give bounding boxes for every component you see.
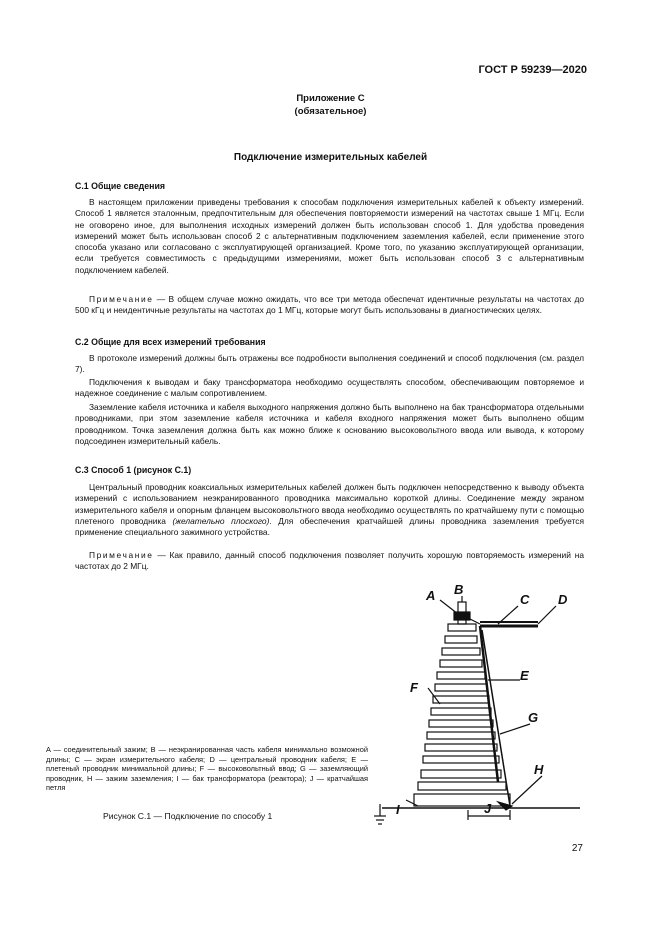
annex-heading xyxy=(0,92,661,118)
c2-paragraph-1: В протоколе измерений должны быть отражены все подробности выполнения соединений и способ подключения (см. раздел 7). xyxy=(75,353,584,375)
standard-number: ГОСТ Р 59239—2020 xyxy=(478,64,587,76)
label-C: C xyxy=(520,592,530,607)
c2-heading: С.2 Общие для всех измерений требования xyxy=(75,337,266,347)
note-text: — В общем случае можно ожидать, что все три метода обеспечат идентичные результаты на частотах до 500 кГц и неидентичные результаты на частотах до 1 МГц, которые могут быть использованы в диагностических целях. xyxy=(75,294,584,316)
label-H: H xyxy=(534,762,544,777)
label-G: G xyxy=(528,710,539,725)
page-number: 27 xyxy=(571,843,583,854)
annex-title: Приложение С xyxy=(296,93,365,104)
note-label: Примечание xyxy=(89,294,154,304)
c3-heading: С.3 Способ 1 (рисунок С.1) xyxy=(75,465,192,475)
label-B: B xyxy=(454,584,464,597)
c1-heading: С.1 Общие сведения xyxy=(75,181,165,191)
c3-p1-text: Центральный проводник коаксиальных измерительных кабелей должен быть подключен непосредственно к выводу объекта измерений с использованием неэкранированного проводника максимально короткой длины. Соединение между экраном измерительного кабеля и опорным фланцем высоковольтного ввода необходимо осуществлять по кратчайшему пути с помощью плетеного проводника xyxy=(75,482,584,526)
label-E: E xyxy=(520,668,529,683)
section-title: Подключение измерительных кабелей xyxy=(233,152,428,163)
note-label: Примечание xyxy=(89,550,154,560)
c3-note xyxy=(75,550,584,573)
label-D: D xyxy=(558,592,568,607)
label-J: J xyxy=(484,801,492,816)
c3-paragraph-1 xyxy=(75,482,584,538)
c1-note xyxy=(75,294,584,317)
c3-p1-end: . Для обеспечения кратчайшей длины проводника заземления требуется применение специального зажимного устройства. xyxy=(75,515,584,538)
note-text: — Как правило, данный способ подключения позволяет получить хорошую повторяемость измерений на частотах до 2 МГц. xyxy=(75,550,584,572)
annex-status: (обязательное) xyxy=(294,106,367,117)
c1-paragraph: В настоящем приложении приведены требования к способам подключения измерительных кабелей к объекту измерений. Способ 1 является эталонным, предпочтительным для обеспечения повторяемости измерений на частотах свыше 1 МГц. Если не оговорено иное, для выполнения исходных измерений должен быть использован способ 1. Для удобства проведения измерений может быть использован способ 2 с альтернативным подключением заземления кабелей, если применение этого способа указано или согласовано с эксплуатирующей организацией. Кроме того, по указанию эксплуатирующей организации, если требуется совместимость с предыдущими измерениями, может быть использован способ 3 с альтернативным подключением кабелей. xyxy=(75,197,584,275)
braided-conductor xyxy=(480,626,498,782)
figure-c1-diagram xyxy=(370,584,585,829)
label-A: A xyxy=(426,588,436,603)
figure-caption: Рисунок С.1 — Подключение по способу 1 xyxy=(103,811,273,821)
label-I: I xyxy=(396,802,400,817)
c2-paragraph-3: Заземление кабеля источника и кабеля выходного напряжения должно быть выполнено на бак трансформатора отдельными проводниками, при этом заземление кабеля источника и кабеля входного напряжения может быть выполнено общим проводником. Точка заземления должна быть как можно ближе к основанию высоковольтного ввода или вывода, к которому подсоединен измерительный кабель. xyxy=(75,402,584,446)
label-F: F xyxy=(410,680,418,695)
figure-legend: A — соединительный зажим; B — неэкранированная часть кабеля минимально возможной длины; C — экран измерительного кабеля; D — центральный проводник кабеля; E — плетеный проводник минимальной длины; F — высоковольтный ввод; G — заземляющий проводник, H — зажим заземления; I — бак трансформатора (реактора); J — кратчайшая петля xyxy=(46,745,368,793)
c3-p1-italic: (желательно плоского) xyxy=(165,515,270,526)
grounding-conductor xyxy=(482,630,510,806)
c2-paragraph-2: Подключения к выводам и баку трансформатора необходимо осуществлять способом, обеспечивающим повторяемое и надежное соединение с малым сопротивлением. xyxy=(75,377,584,399)
